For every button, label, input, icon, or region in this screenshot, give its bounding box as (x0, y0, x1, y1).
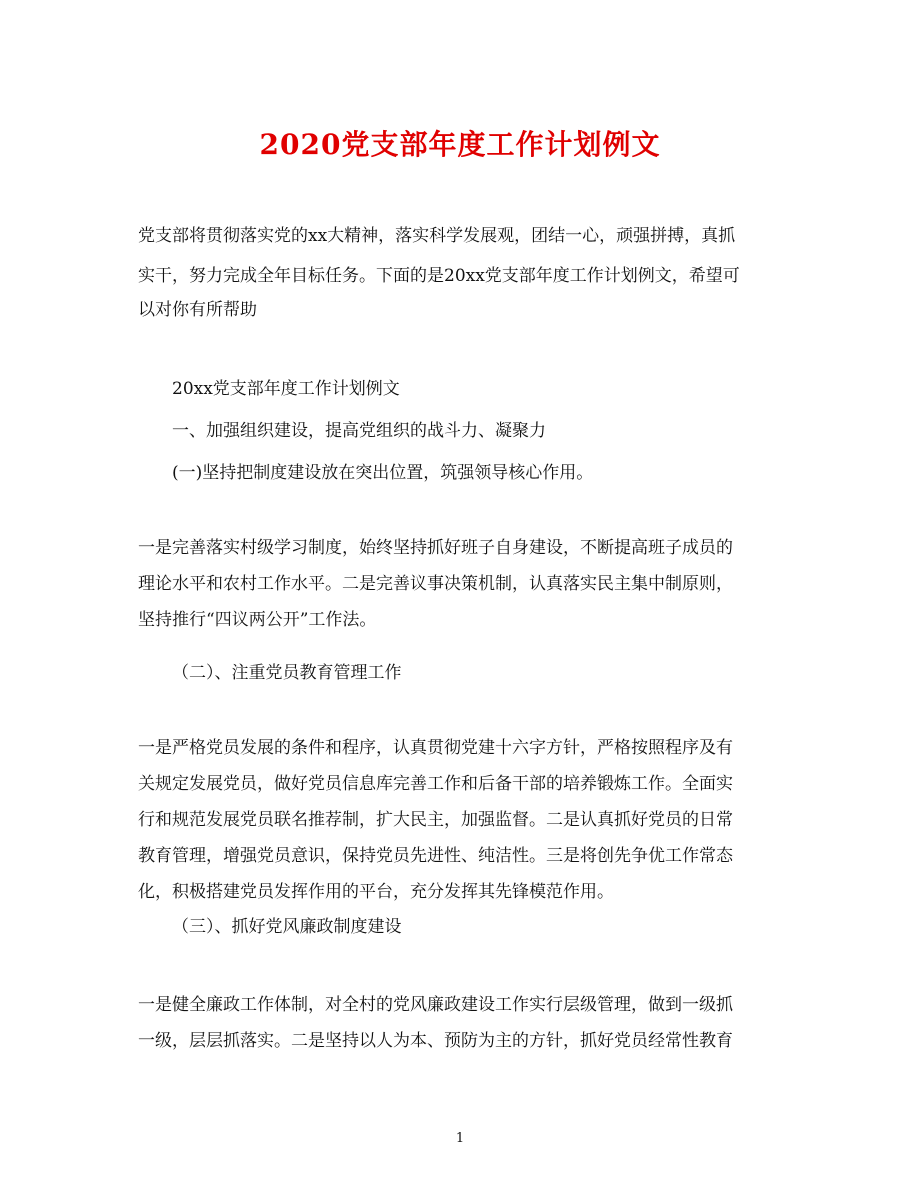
sub-heading: (一)坚持把制度建设放在突出位置，筑强领导核心作用。 (172, 463, 594, 483)
section-heading: 一、加强组织建设，提高党组织的战斗力、凝聚力 (172, 421, 546, 441)
page-number: 1 (455, 1131, 465, 1146)
intro-line: 实干，努力完成全年目标任务。下面的是20xx党支部年度工作计划例文，希望可 (138, 266, 740, 286)
paragraph-line: 教育管理，增强党员意识，保持党员先进性、纯洁性。三是将创先争优工作常态 (138, 846, 733, 866)
paragraph-3 (138, 987, 774, 1059)
intro-paragraph (138, 218, 774, 326)
paragraph-line: 行和规范发展党员联名推荐制，扩大民主，加强监督。二是认真抓好党员的日常 (138, 810, 733, 830)
document-title: 2020党支部年度工作计划例文 (259, 128, 661, 161)
intro-line: 党支部将贯彻落实党的xx大精神，落实科学发展观，团结一心，顽强拼搏，真抓 (138, 226, 736, 246)
paragraph-line: 一是健全廉政工作体制，对全村的党风廉政建设工作实行层级管理，做到一级抓 (138, 995, 733, 1015)
paragraph-line: 坚持推行“四议两公开”工作法。 (138, 610, 377, 630)
paragraph-1 (138, 530, 774, 638)
paragraph-2 (138, 730, 774, 910)
sub-heading: （三）、抓好党风廉政制度建设 (172, 917, 402, 937)
sub-heading: （二）、注重党员教育管理工作 (172, 663, 402, 683)
paragraph-line: 化，积极搭建党员发挥作用的平台，充分发挥其先锋模范作用。 (138, 882, 614, 902)
paragraph-line: 一是完善落实村级学习制度，始终坚持抓好班子自身建设，不断提高班子成员的 (138, 538, 733, 558)
paragraph-line: 一是严格党员发展的条件和程序，认真贯彻党建十六字方针，严格按照程序及有 (138, 738, 733, 758)
paragraph-line: 理论水平和农村工作水平。二是完善议事决策机制，认真落实民主集中制原则， (138, 574, 733, 594)
paragraph-line: 关规定发展党员，做好党员信息库完善工作和后备干部的培养锻炼工作。全面实 (138, 774, 733, 794)
intro-line: 以对你有所帮助 (138, 300, 257, 320)
document-subtitle: 20xx党支部年度工作计划例文 (172, 379, 400, 399)
paragraph-line: 一级，层层抓落实。二是坚持以人为本、预防为主的方针，抓好党员经常性教育 (138, 1031, 733, 1051)
